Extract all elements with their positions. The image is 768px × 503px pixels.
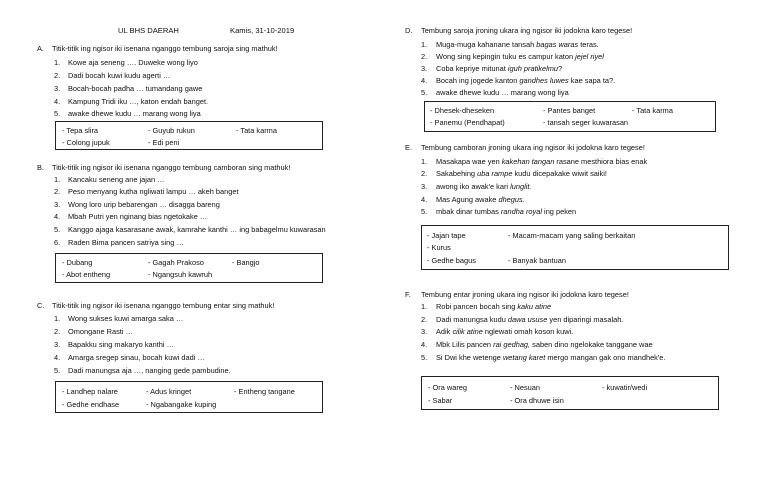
list-item: Dadi manungsa kudu dawa ususe yen diparingi masalah. (436, 315, 624, 324)
list-item: Amarga sregep sinau, bocah kuwi dadi … (68, 353, 205, 362)
section-a-instruction: Titik-titik ing ngisor iki isenana nganggo tembung saroja sing mathuk! (52, 44, 278, 53)
answer-box-f (421, 376, 719, 410)
answer-option: - Pantes banget (543, 106, 596, 115)
list-item: Wong loro urip bebarengan … disagga bareng (68, 200, 220, 209)
section-d-instruction: Tembung saroja jroning ukara ing ngisor iki jodokna karo tegese! (421, 26, 633, 35)
exam-date: Kamis, 31-10-2019 (230, 26, 295, 35)
answer-option: - Ngangsuh kawruh (148, 270, 213, 279)
list-item: Peso menyang kutha ngliwati lampu … akeh banget (68, 187, 239, 196)
answer-option: - Edi peni (148, 138, 180, 147)
list-item: Bapakku sing makaryo kanthi … (68, 340, 174, 349)
list-item: Muga-muga kahanane tansah bagas waras teras. (436, 40, 599, 49)
answer-option: - Nesuan (510, 383, 540, 392)
list-item-number: 1. (421, 40, 428, 49)
answer-option: - Jajan tape (427, 231, 466, 240)
list-item: Omongane Rasti … (68, 327, 133, 336)
list-item: Sakabehing uba rampe kudu dicepakake wiwit saiki! (436, 169, 607, 178)
answer-option: - Sabar (428, 396, 453, 405)
list-item: Wong sing kepingin tuku es campur katon jejel riyel (436, 52, 604, 61)
section-b-label: B. (37, 163, 44, 172)
list-item-number: 5. (54, 109, 61, 118)
list-item-number: 4. (54, 212, 61, 221)
list-item-number: 1. (54, 175, 61, 184)
answer-option: - kuwatir/wedi (602, 383, 648, 392)
list-item-number: 4. (54, 353, 61, 362)
list-item-number: 4. (54, 97, 61, 106)
list-item-number: 1. (54, 314, 61, 323)
answer-option: - Ora dhuwe isin (510, 396, 564, 405)
section-d-label: D. (405, 26, 413, 35)
list-item: Adik cilik atine nglewati omah koson kuwi. (436, 327, 574, 336)
answer-option: - Colong jupuk (62, 138, 110, 147)
list-item-number: 3. (421, 182, 428, 191)
list-item: awong iko awak'e kari lunglit. (436, 182, 532, 191)
list-item: Bocah ing jogede kanton gandhes luwes kae sapa ta?. (436, 76, 616, 85)
answer-option: - Gagah Prakoso (148, 258, 204, 267)
answer-option: - Guyub rukun (148, 126, 195, 135)
section-f-label: F. (405, 290, 411, 299)
list-item: Si Dwi khe wetenge wetang karet mergo mangan gak ono mandhek'e. (436, 353, 666, 362)
list-item: awake dhewe kudu … marang wong liya (68, 109, 201, 118)
list-item: mbak dinar tumbas randha royal ing peken (436, 207, 577, 216)
answer-option: - Entheng tangane (234, 387, 295, 396)
list-item: Dadi manungsa aja …, nanging gede pambudine. (68, 366, 231, 375)
list-item-number: 2. (421, 315, 428, 324)
answer-option: - Tata karma (632, 106, 673, 115)
list-item-number: 2. (421, 52, 428, 61)
answer-option: - Abot entheng (62, 270, 111, 279)
answer-option: - Panemu (Pendhapat) (430, 118, 505, 127)
list-item: Kampung Tridi iku …, katon endah banget. (68, 97, 209, 106)
answer-option: - Dhesek-dheseken (430, 106, 495, 115)
list-item-number: 3. (54, 200, 61, 209)
answer-option: - Banyak bantuan (508, 256, 566, 265)
list-item: awake dhewe kudu … marang wong liya (436, 88, 569, 97)
list-item-number: 3. (54, 84, 61, 93)
answer-option: - Bangjo (232, 258, 260, 267)
answer-option: - Tata karma (236, 126, 277, 135)
answer-option: - Macam-macam yang saling berkaitan (508, 231, 636, 240)
list-item: Wong sukses kuwi amarga saka … (68, 314, 184, 323)
list-item-number: 1. (421, 302, 428, 311)
list-item: Mbk Lilis pancen rai gedhag, saben dino ngelokake tanggane wae (436, 340, 653, 349)
answer-option: - Kurus (427, 243, 451, 252)
list-item-number: 2. (54, 327, 61, 336)
list-item-number: 5. (421, 207, 428, 216)
list-item-number: 5. (421, 353, 428, 362)
answer-option: - Gedhe endhase (62, 400, 120, 409)
list-item: Coba kepriye mitunat iguh pratikelmu? (436, 64, 563, 73)
list-item-number: 5. (54, 225, 61, 234)
list-item: Robi pancen bocah sing kaku atine (436, 302, 552, 311)
answer-option: - Tepa slira (62, 126, 99, 135)
exam-title: UL BHS DAERAH (118, 26, 179, 35)
list-item-number: 1. (54, 58, 61, 67)
list-item: Mas Agung awake dhegus. (436, 195, 525, 204)
list-item: Mbah Putri yen nginang bias ngetokake … (68, 212, 208, 221)
answer-option: - Dubang (62, 258, 93, 267)
list-item-number: 1. (421, 157, 428, 166)
list-item-number: 5. (54, 366, 61, 375)
list-item-number: 3. (421, 64, 428, 73)
answer-option: - Gedhe bagus (427, 256, 476, 265)
list-item-number: 2. (54, 187, 61, 196)
list-item: Kancaku seneng ane jajan … (68, 175, 165, 184)
answer-option: - Adus kringet (146, 387, 192, 396)
list-item: Kanggo ajaga kasarasane awak, kamrahe kanthi … ing babagelmu kuwarasan (68, 225, 326, 234)
list-item: Kowe aja seneng …. Duweke wong liyo (68, 58, 198, 67)
section-f-instruction: Tembung entar jroning ukara ing ngisor iki jodokna karo tegese! (421, 290, 629, 299)
list-item-number: 2. (54, 71, 61, 80)
section-c-instruction: Titik-titik ing ngisor iki isenana nganggo tembung entar sing mathuk! (52, 301, 275, 310)
answer-option: - Ngabangake kuping (146, 400, 217, 409)
list-item: Bocah-bocah padha … tumandang gawe (68, 84, 203, 93)
section-e-instruction: Tembung camboran jroning ukara ing ngisor iki jodokna karo tegese! (421, 143, 645, 152)
list-item: Dadi bocah kuwi kudu agerti … (68, 71, 171, 80)
list-item-number: 4. (421, 340, 428, 349)
section-b-instruction: Titik-titik ing ngisor iki isenana nganggo tembung camboran sing mathuk! (52, 163, 291, 172)
list-item-number: 2. (421, 169, 428, 178)
section-c-label: C. (37, 301, 45, 310)
list-item-number: 3. (421, 327, 428, 336)
list-item-number: 5. (421, 88, 428, 97)
section-a-label: A. (37, 44, 44, 53)
list-item-number: 4. (421, 195, 428, 204)
section-e-label: E. (405, 143, 412, 152)
list-item: Masakapa wae yen kakehan tangan rasane mesthiora bias enak (436, 157, 648, 166)
answer-option: - tansah seger kuwarasan (543, 118, 629, 127)
list-item-number: 6. (54, 238, 61, 247)
list-item-number: 3. (54, 340, 61, 349)
answer-option: - Ora wareg (428, 383, 468, 392)
list-item: Raden Bima pancen satriya sing … (68, 238, 184, 247)
list-item-number: 4. (421, 76, 428, 85)
answer-option: - Landhep nalare (62, 387, 118, 396)
